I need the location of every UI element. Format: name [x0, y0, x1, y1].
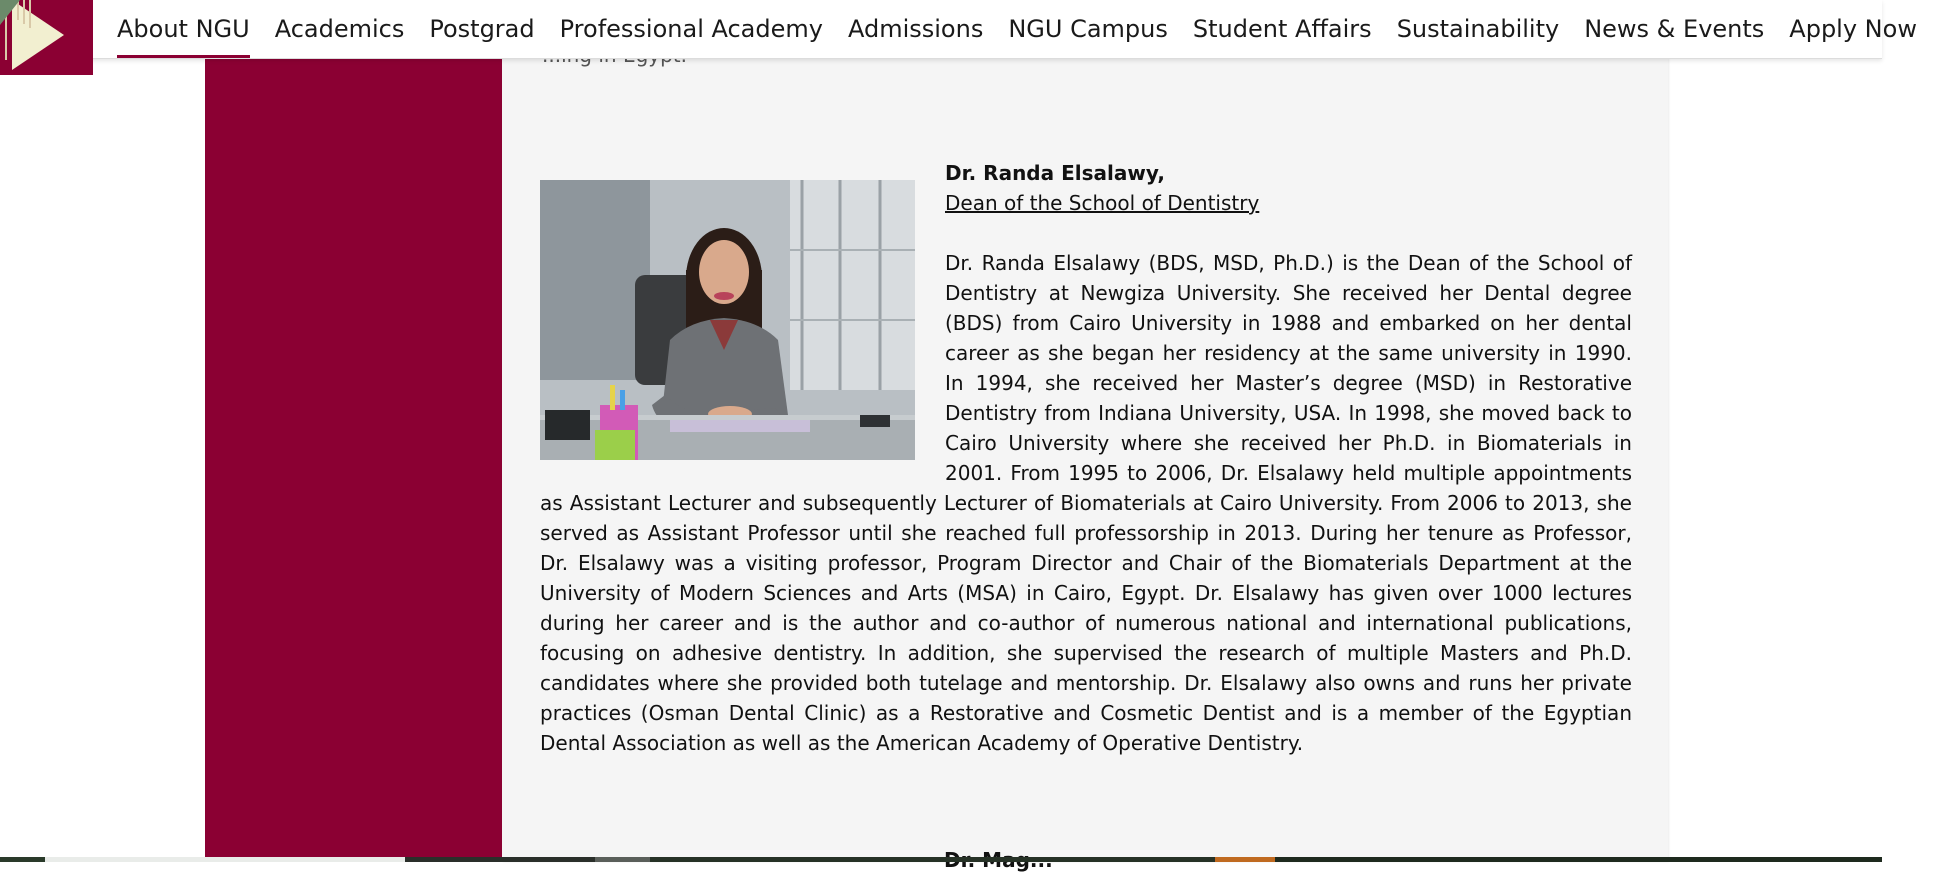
dean-biography: Dr. Randa Elsalawy (BDS, MSD, Ph.D.) is the Dean of the School of Dentistry at Newgiza University. She received her Dental degree (BDS) from Cairo University in 1988 and embarked on her dental career as she began her residency at the same university in 1990. In 1994, she received her Master’s degree (MSD) in Restorative Dentistry from Indiana University, USA. In 1998, she moved back to Cairo University where she received her Ph.D. in Biomaterials in 2001. From 1995 to 2006, Dr. Elsalawy held multiple appointments as Assistant Lecturer and subsequently Lecturer of Biomaterials at Cairo University. From 2006 to 2013, she served as Assistant Professor until she reached full professorship in 2013. During her tenure as Professor, Dr. Elsalawy was a visiting professor, Program Director and Chair of the Biomaterials Department at the University of Modern Sciences and Arts (MSA) in Cairo, Egypt. Dr. Elsalawy has given over 1000 lectures during her career and is the author and co-author of numerous national and international publications, focusing on adhesive dentistry. In addition, she supervised the research of multiple Masters and Ph.D. candidates where she provided both tutelage and mentorship. Dr. Elsalawy also owns and runs her private practices (Osman Dental Clinic) as a Restorative and Cosmetic Dentist and is a member of the Egyptian Dental Association as well as the American Academy of Operative Dentistry. [540, 251, 1632, 755]
ngu-logo[interactable] [0, 0, 93, 75]
nav-item-postgrad[interactable]: Postgrad [429, 15, 535, 43]
nav-item-sustainability[interactable]: Sustainability [1396, 15, 1560, 43]
nav-item-student-affairs[interactable]: Student Affairs [1192, 15, 1372, 43]
brand-sidebar [205, 58, 502, 862]
nav-item-about-ngu[interactable]: About NGU [117, 0, 250, 58]
bottom-edge-strip [0, 857, 1882, 862]
nav-item-professional-academy[interactable]: Professional Academy [559, 15, 823, 43]
content-panel [502, 58, 1668, 862]
ngu-logo-mark-icon [0, 0, 93, 75]
dean-profile [540, 158, 1632, 758]
dean-role-link[interactable]: Dean of the School of Dentistry [945, 191, 1260, 215]
nav-item-ngu-campus[interactable]: NGU Campus [1008, 15, 1168, 43]
dean-photo [540, 180, 915, 460]
nav-item-admissions[interactable]: Admissions [847, 15, 984, 43]
nav-item-news-events[interactable]: News & Events [1584, 15, 1765, 43]
top-navigation [0, 0, 1917, 59]
main-menu [117, 0, 1942, 58]
nav-item-academics[interactable]: Academics [274, 15, 405, 43]
nav-item-apply-now[interactable]: Apply Now [1789, 15, 1917, 43]
dean-photo-image [540, 180, 915, 460]
dean-name: Dr. Randa Elsalawy, [945, 161, 1165, 185]
